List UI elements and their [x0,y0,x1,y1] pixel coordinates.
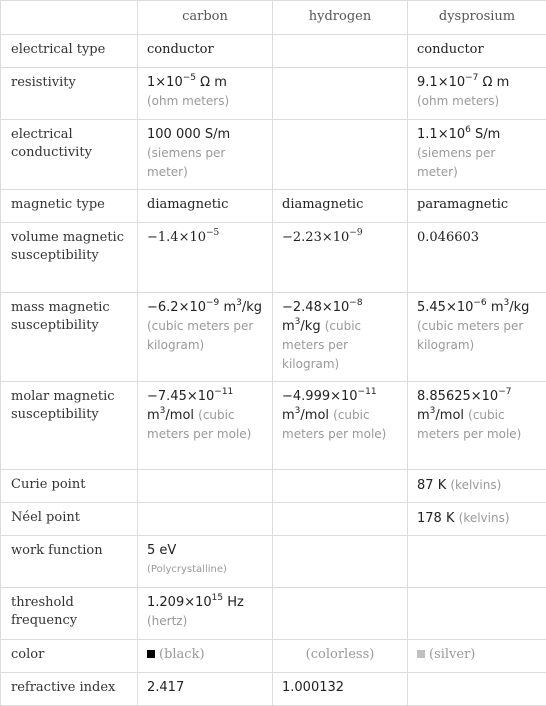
cell [138,470,273,503]
black-swatch-icon [147,650,155,658]
cell: $-1.4\times 10^{-5}$ [138,223,273,293]
cell [408,588,546,640]
table-row [1,223,546,293]
table-row [1,640,546,673]
corner-cell [1,1,138,35]
row-header: mass magnetic susceptibility [1,293,138,382]
table-row [1,35,546,68]
row-header: volume magnetic susceptibility [1,223,138,293]
table-row [1,120,546,190]
table-row [1,503,546,536]
cell: paramagnetic [408,190,546,223]
cell: $-2.23\times 10^{-9}$ [273,223,408,293]
row-header: work function [1,536,138,588]
cell: 5 eV (Polycrystalline) [138,536,273,588]
row-header: resistivity [1,68,138,120]
cell: $8.85625\times 10^{-7}$ $m^3$/mol (cubic meters per mole) [408,382,546,470]
table-row [1,470,546,503]
cell: conductor [138,35,273,68]
cell: $9.1\times 10^{-7}$ Ω m (ohm meters) [408,68,546,120]
cell [138,503,273,536]
cell: $1\times 10^{-5}$ Ω m (ohm meters) [138,68,273,120]
table-row [1,382,546,470]
cell: 0.046603 [408,223,546,293]
cell: $5.45\times 10^{-6}$ $m^3/kg$ (cubic meters per kilogram) [408,293,546,382]
cell: $1.1\times 10^6$ S/m (siemens per meter) [408,120,546,190]
cell: conductor [408,35,546,68]
cell [408,536,546,588]
table-row [1,293,546,382]
cell [273,68,408,120]
row-header: Néel point [1,503,138,536]
cell [273,588,408,640]
table-row [1,536,546,588]
silver-swatch-icon [417,650,425,658]
row-header: magnetic type [1,190,138,223]
row-header: threshold frequency [1,588,138,640]
cell: 2.417 [138,673,273,706]
table-row [1,190,546,223]
cell: diamagnetic [138,190,273,223]
cell: (silver) [408,640,546,673]
cell [273,503,408,536]
cell [273,470,408,503]
cell: 178 K (kelvins) [408,503,546,536]
cell: $1.209\times 10^{15}$ Hz (hertz) [138,588,273,640]
column-header: dysprosium [408,1,546,35]
row-header: molar magnetic susceptibility [1,382,138,470]
row-header: refractive index [1,673,138,706]
cell [273,35,408,68]
cell: $-2.48\times 10^{-8}$ $m^3/kg$ (cubic meters per kilogram) [273,293,408,382]
row-header: Curie point [1,470,138,503]
row-header: electrical conductivity [1,120,138,190]
cell [408,673,546,706]
cell: 87 K (kelvins) [408,470,546,503]
table-row [1,673,546,706]
column-header: hydrogen [273,1,408,35]
cell: (colorless) [273,640,408,673]
cell: $-4.999\times 10^{-11}$ $m^3$/mol (cubic meters per mole) [273,382,408,470]
cell: diamagnetic [273,190,408,223]
cell [273,536,408,588]
table-row [1,68,546,120]
cell: $-7.45\times 10^{-11}$ $m^3$/mol (cubic meters per mole) [138,382,273,470]
cell [273,120,408,190]
cell: $-6.2\times 10^{-9}$ $m^3/kg$ (cubic meters per kilogram) [138,293,273,382]
row-header: color [1,640,138,673]
column-header: carbon [138,1,273,35]
header-row [1,1,546,35]
cell: (black) [138,640,273,673]
cell: 100 000 S/m (siemens per meter) [138,120,273,190]
row-header: electrical type [1,35,138,68]
table-row [1,588,546,640]
cell: 1.000132 [273,673,408,706]
